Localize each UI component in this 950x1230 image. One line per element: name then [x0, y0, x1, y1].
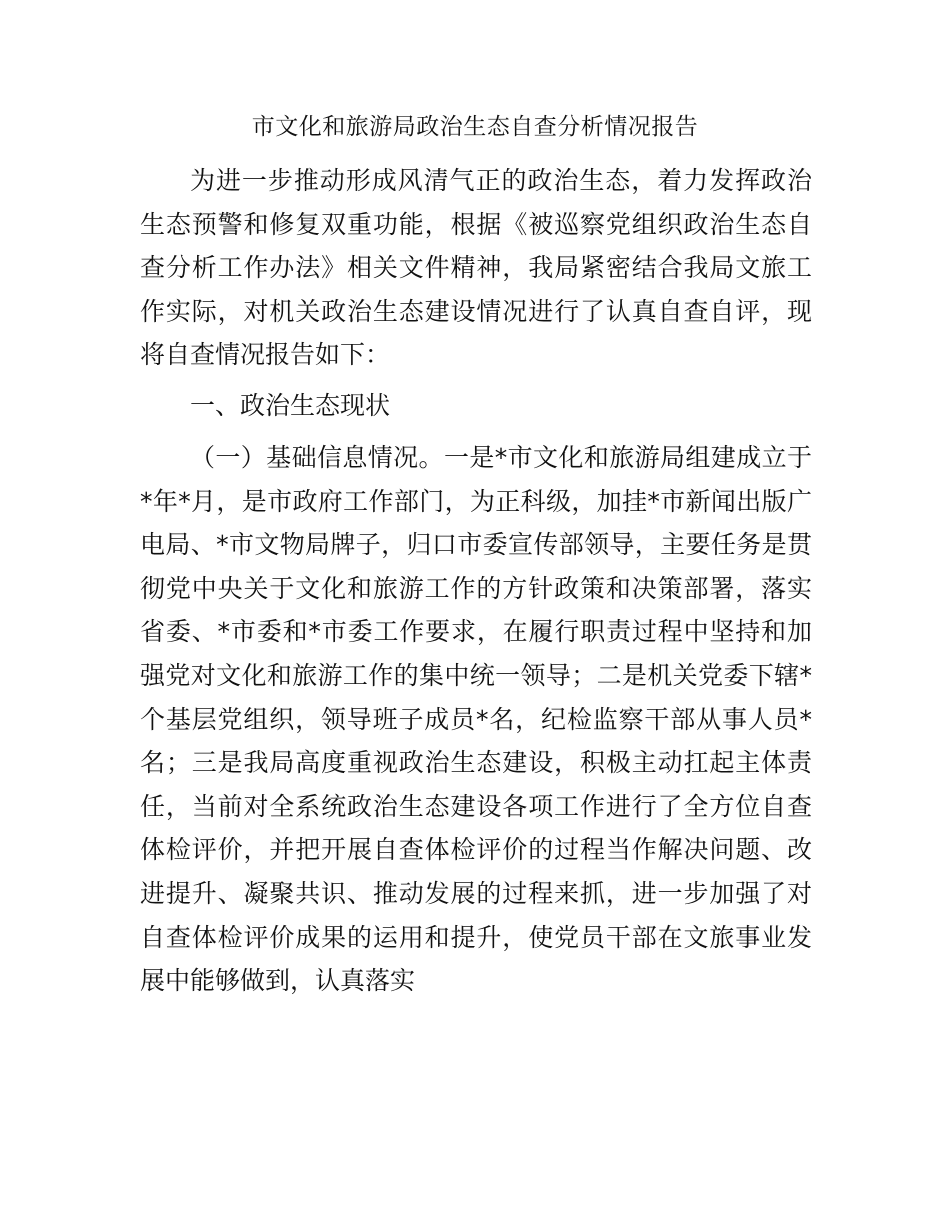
basic-info-paragraph: （一）基础信息情况。一是*市文化和旅游局组建成立于*年*月，是市政府工作部门，为正科级，加挂*市新闻出版广电局、*市文物局牌子，归口市委宣传部领导，主要任务是贯彻党中央关于文化和旅游工作的方针政策和决策部署，落实省委、*市委和*市委工作要求，在履行职责过程中坚持和加强党对文化和旅游工作的集中统一领导；二是机关党委下辖*个基层党组织，领导班子成员*名，纪检监察干部从事人员*名；三是我局高度重视政治生态建设，积极主动扛起主体责任，当前对全系统政治生态建设各项工作进行了全方位自查体检评价，并把开展自查体检评价的过程当作解决问题、改进提升、凝聚共识、推动发展的过程来抓，进一步加强了对自查体检评价成果的运用和提升，使党员干部在文旅事业发展中能够做到，认真落实: [140, 443, 812, 996]
intro-paragraph: 为进一步推动形成风清气正的政治生态，着力发挥政治生态预警和修复双重功能，根据《被巡察党组织政治生态自查分析工作办法》相关文件精神，我局紧密结合我局文旅工作实际，对机关政治生态建设情况进行了认真自查自评，现将自查情况报告如下：: [140, 166, 812, 370]
section-heading: 一、政治生态现状: [190, 391, 391, 420]
document-title: 市文化和旅游局政治生态自查分析情况报告: [251, 114, 699, 140]
